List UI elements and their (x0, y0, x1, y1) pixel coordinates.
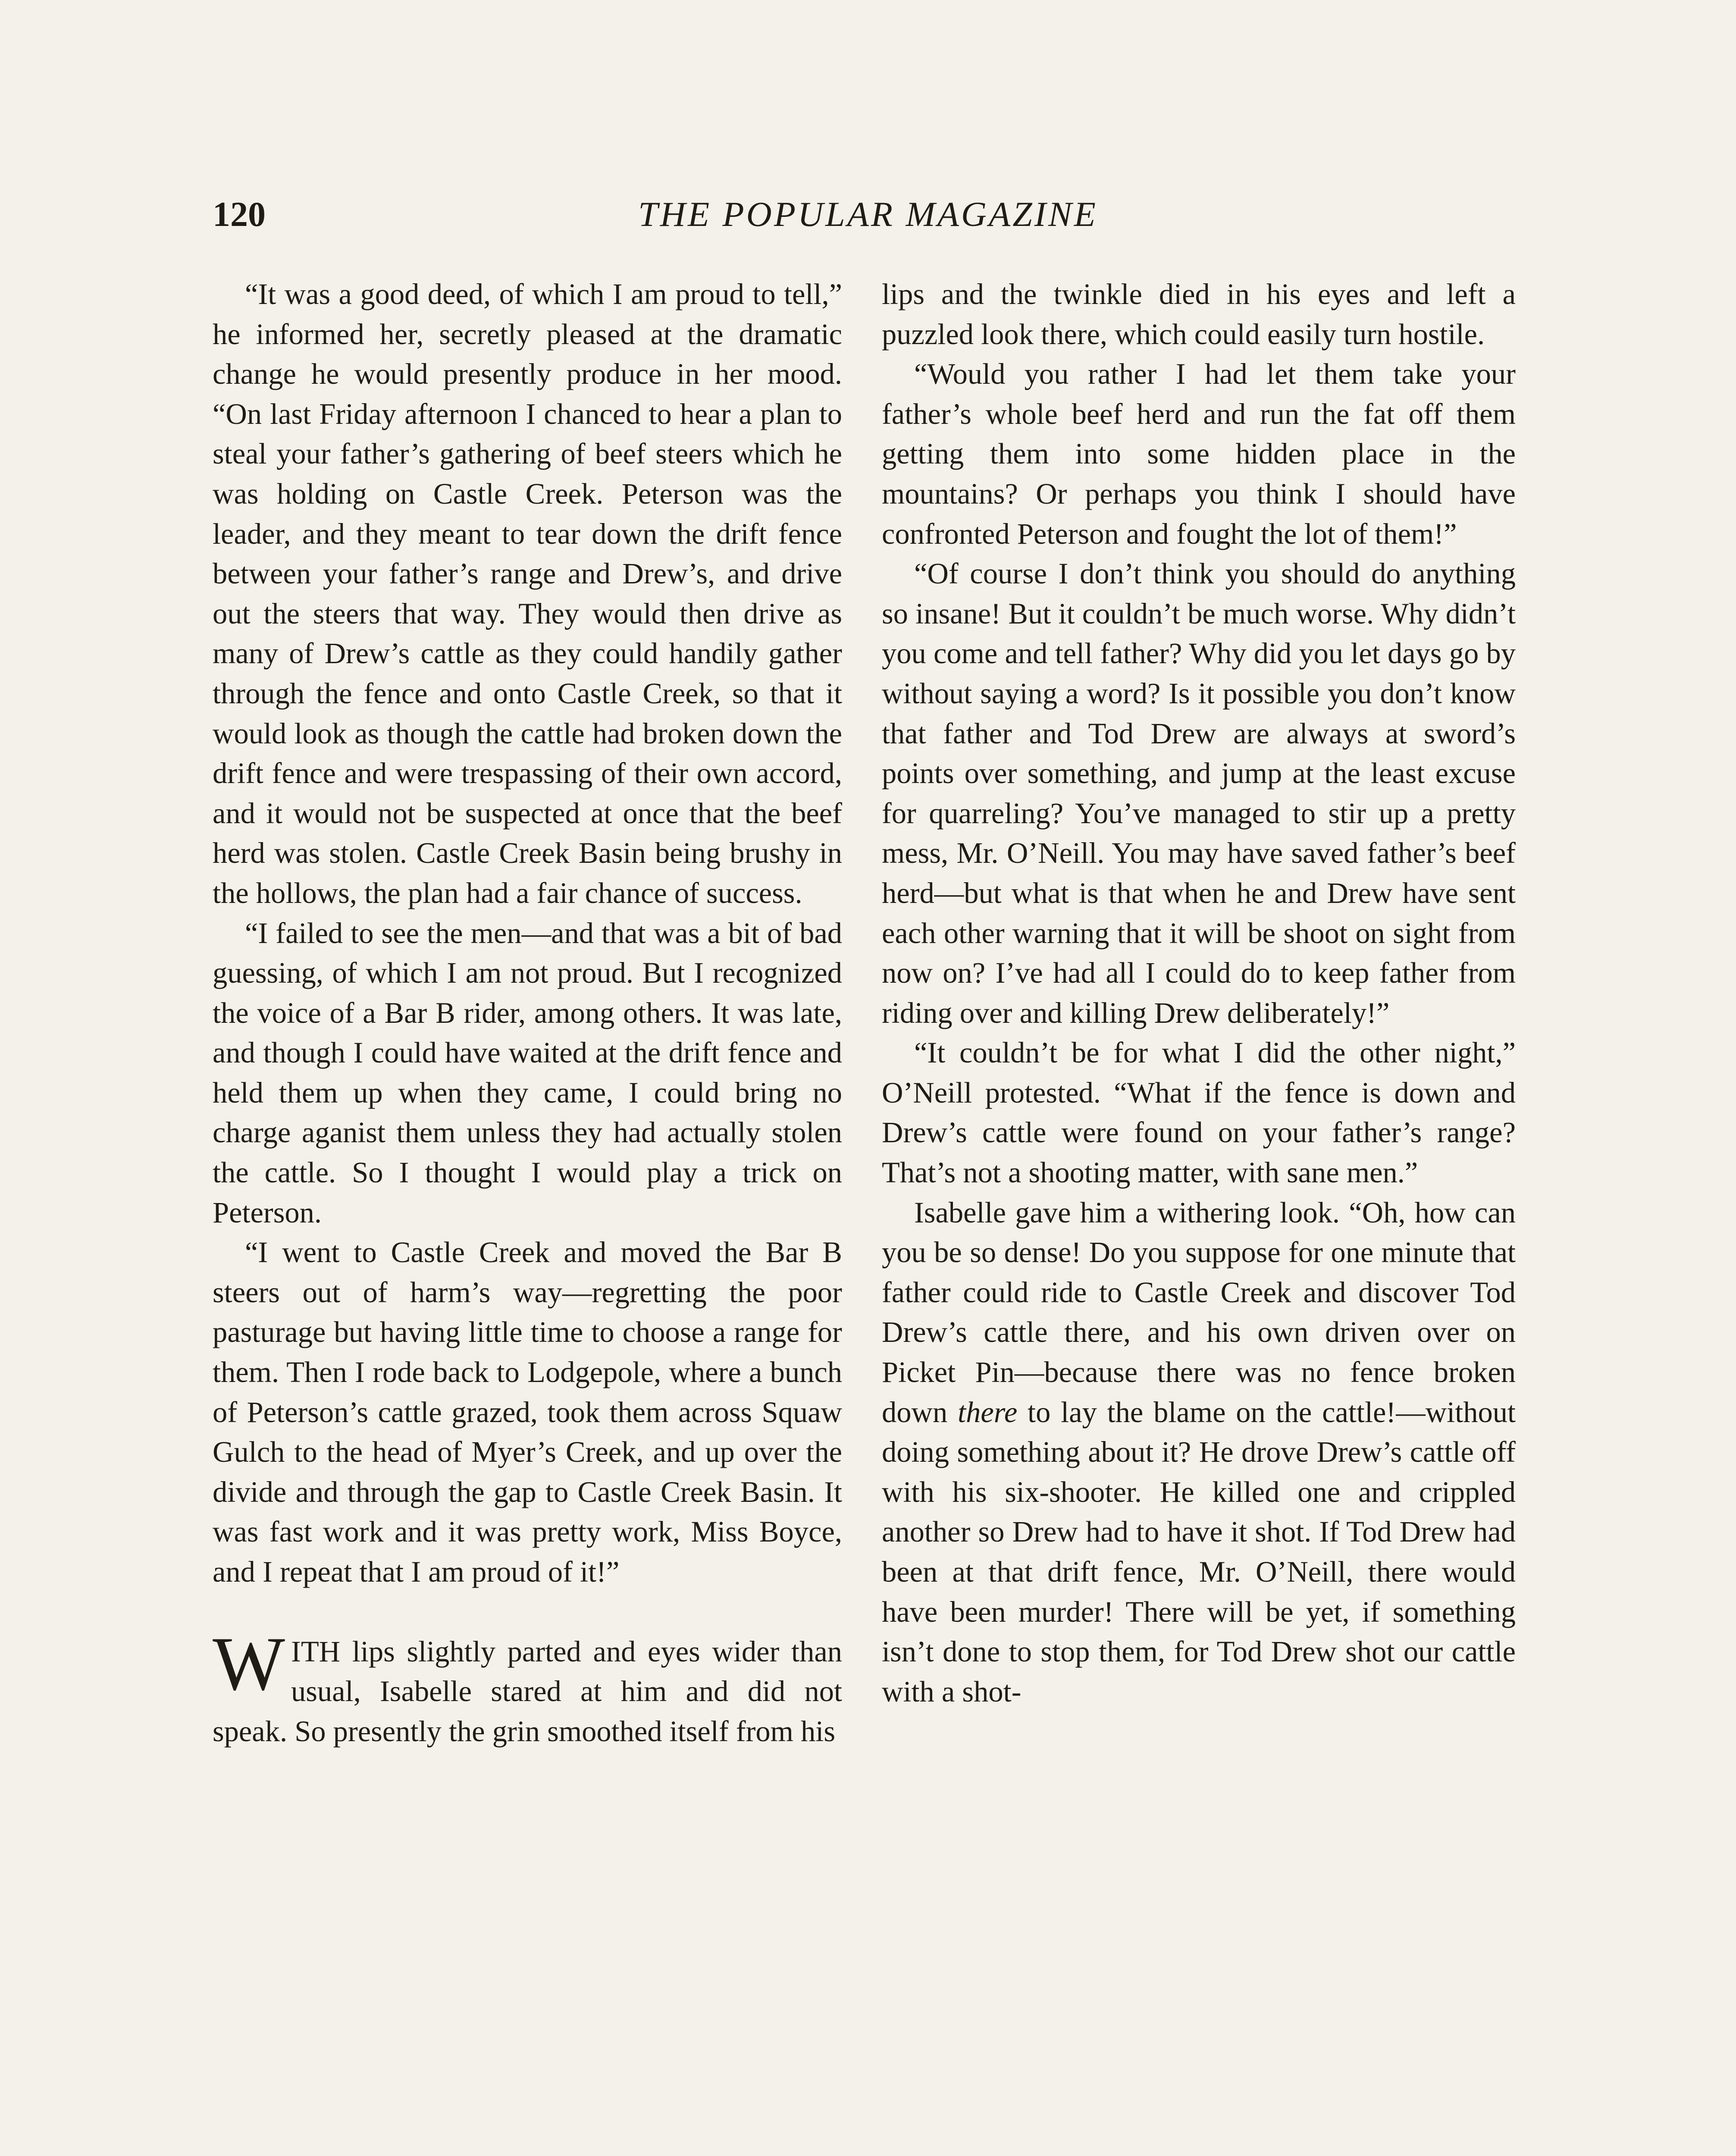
page-header (213, 194, 1523, 250)
paragraph: “It couldn’t be for what I did the other night,” O’Neill protested. “What if the fence is down and Drew’s cattle were found on your father’s range? That’s not a shooting matter, with sane men.” (882, 1036, 1516, 1189)
page-number: 120 (213, 194, 266, 234)
section-text: ITH lips slightly parted and eyes wider than usual, Isabelle stared at him and did not speak. So presently the grin smoothed itself from his (213, 1635, 842, 1748)
italic-word: there (958, 1395, 1018, 1429)
paragraph: “It was a good deed, of which I am proud to tell,” he informed her, secretly pleased at the dramatic change he would presently produce in her mood. “On last Friday afternoon I chanced to hear a plan to steal your father’s gathering of beef steers which he was holding on Castle Creek. Peterson was the leader, and they meant to tear down the drift fence between your father’s range and Drew’s, and drive out the steers that way. They would then drive as many of Drew’s cattle as they could handily gather through the fence and onto Castle Creek, so that it would look as though the cattle had broken down the drift fence and were trespassing of their own accord, and it would not be suspected at once that the beef herd was stolen. Castle Creek Basin being brushy in the hollows, the plan had a fair chance of success. (213, 278, 842, 909)
paragraph: “I failed to see the men—and that was a bit of bad guessing, of which I am not proud. But I recognized the voice of a Bar B rider, among others. It was late, and though I could have waited at the drift fence and held them up when they came, I could bring no charge aganist them unless they had actually stolen the cattle. So I thought I would play a trick on Peterson. (213, 916, 842, 1229)
paragraph: “Would you rather I had let them take your father’s whole beef herd and run the fat off them getting them into some hidden place in the mountains? Or perhaps you think I should have confronted Peterson and fought the lot of them!” (882, 357, 1516, 550)
continued-paragraph: lips and the twinkle died in his eyes and left a puzzled look there, which could easily turn hostile. (882, 278, 1516, 351)
paragraph-text: Isabelle gave him a withering look. “Oh, how can you be so dense! Do you suppose for one minute that father could ride to Castle Creek and discover Tod Drew’s cattle there, and his own driven over on Picket Pin—because there was no fence broken down (882, 1196, 1516, 1429)
paragraph-text: to lay the blame on the cattle!—without doing something about it? He drove Drew’s cattle off with his six-shooter. He killed one and crippled another so Drew had to have it shot. If Tod Drew had been at that drift fence, Mr. O’Neill, there would have been murder! There will be yet, if something isn’t done to stop them, for Tod Drew shot our cattle with a shot- (882, 1395, 1516, 1708)
running-title: THE POPULAR MAGAZINE (638, 194, 1098, 234)
left-column (213, 274, 842, 1751)
paragraph (882, 1193, 1516, 1712)
paragraph: “Of course I don’t think you should do anything so insane! But it couldn’t be much worse. Why didn’t you come and tell father? Why did you let days go by without saying a word? Is it possible you don’t know that father and Tod Drew are always at sword’s points over something, and jump at the least excuse for quarreling? You’ve managed to stir up a pretty mess, Mr. O’Neill. You may have saved father’s beef herd—but what is that when he and Drew have sent each other warning that it will be shoot on sight from now on? I’ve had all I could do to keep father from riding over and killing Drew deliberately!” (882, 557, 1516, 1029)
drop-cap: W (213, 1620, 285, 1706)
paragraph: “I went to Castle Creek and moved the Bar B steers out of harm’s way—regretting the poor pasturage but having little time to choose a range for them. Then I rode back to Lodgepole, where a bunch of Peterson’s cattle grazed, took them across Squaw Gulch to the head of Myer’s Creek, and up over the divide and through the gap to Castle Creek Basin. It was fast work and it was pretty work, Miss Boyce, and I repeat that I am proud of it!” (213, 1236, 842, 1588)
right-column (882, 274, 1516, 1711)
section-paragraph (213, 1620, 842, 1752)
